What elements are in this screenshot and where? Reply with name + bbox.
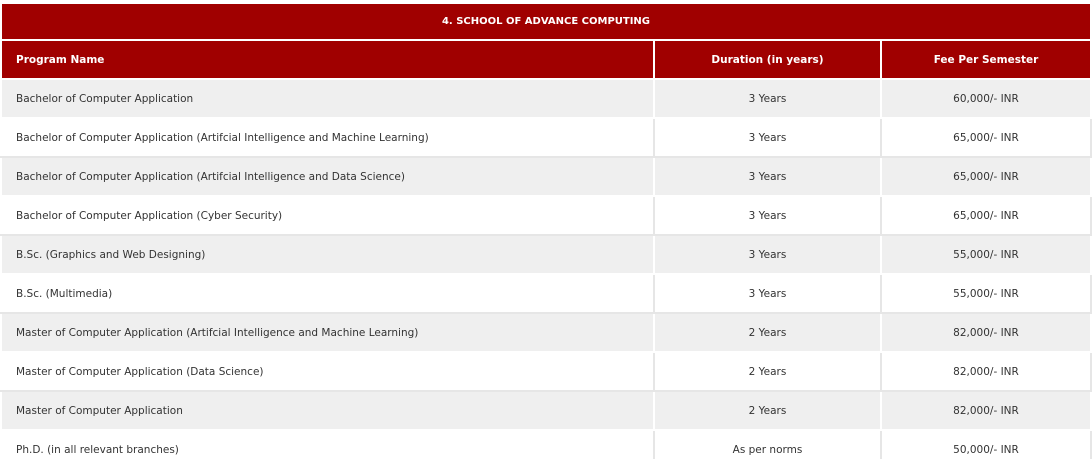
duration-cell: 3 Years [654,157,881,196]
table-row [1,391,1091,430]
program-cell: Master of Computer Application (Artifcial Intelligence and Machine Learning) [1,313,654,352]
table-header-row [1,40,1091,79]
fee-cell: 82,000/- INR [881,391,1091,430]
table-row [1,79,1091,118]
program-cell: Bachelor of Computer Application [1,79,654,118]
table-row [1,430,1091,459]
table-row [1,313,1091,352]
duration-cell: 2 Years [654,313,881,352]
fee-cell: 65,000/- INR [881,118,1091,157]
program-cell: B.Sc. (Multimedia) [1,274,654,313]
program-cell: Bachelor of Computer Application (Artifcial Intelligence and Data Science) [1,157,654,196]
table-row [1,235,1091,274]
duration-cell: 3 Years [654,118,881,157]
column-header-duration: Duration (in years) [654,40,881,79]
program-cell: Ph.D. (in all relevant branches) [1,430,654,459]
table-body [1,79,1091,459]
duration-cell: 3 Years [654,79,881,118]
duration-cell: 3 Years [654,274,881,313]
duration-cell: As per norms [654,430,881,459]
fee-cell: 65,000/- INR [881,157,1091,196]
fee-cell: 65,000/- INR [881,196,1091,235]
table-row [1,274,1091,313]
fee-cell: 50,000/- INR [881,430,1091,459]
fee-table [0,2,1092,459]
table-title-row [1,3,1091,40]
fee-cell: 82,000/- INR [881,313,1091,352]
column-header-program: Program Name [1,40,654,79]
duration-cell: 3 Years [654,235,881,274]
program-cell: Master of Computer Application (Data Science) [1,352,654,391]
fee-cell: 60,000/- INR [881,79,1091,118]
table-row [1,118,1091,157]
fee-cell: 55,000/- INR [881,235,1091,274]
fee-cell: 55,000/- INR [881,274,1091,313]
duration-cell: 3 Years [654,196,881,235]
duration-cell: 2 Years [654,391,881,430]
table-row [1,157,1091,196]
program-cell: Bachelor of Computer Application (Cyber Security) [1,196,654,235]
program-cell: B.Sc. (Graphics and Web Designing) [1,235,654,274]
table-row [1,352,1091,391]
fee-cell: 82,000/- INR [881,352,1091,391]
program-cell: Master of Computer Application [1,391,654,430]
table-row [1,196,1091,235]
program-cell: Bachelor of Computer Application (Artifcial Intelligence and Machine Learning) [1,118,654,157]
duration-cell: 2 Years [654,352,881,391]
column-header-fee: Fee Per Semester [881,40,1091,79]
table-title: 4. SCHOOL OF ADVANCE COMPUTING [1,3,1091,40]
